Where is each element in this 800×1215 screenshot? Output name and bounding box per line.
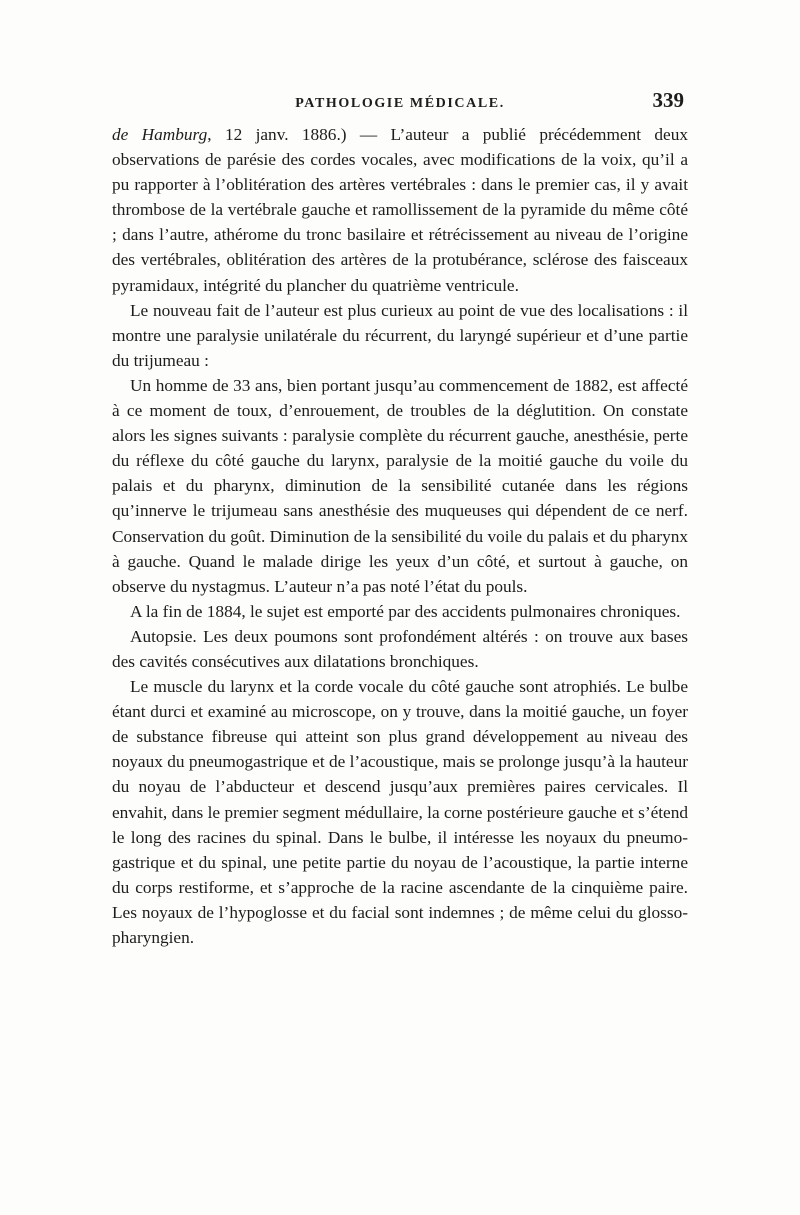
paragraph-2: Le nouveau fait de l’auteur est plus curieux au point de vue des localisations : il montre une paralysie unilatérale du récurrent, du laryngé supérieur et d’une partie du trijumeau :: [112, 300, 688, 370]
paragraph-1: [112, 122, 688, 298]
running-head: [112, 88, 688, 122]
running-title: PATHOLOGIE MÉDICALE.: [295, 96, 505, 111]
paragraph-1-text: , 12 janv. 1886.) — L’auteur a publié précédemment deux observations de parésie des cordes vocales, avec modifications de la voix, qu’il a pu rapporter à l’oblitération des artères vertébrales : dans le premier cas, il y avait thrombose de la vertébrale gauche et ramollissement de la pyramide du même côté ; dans l’autre, athérome du tronc basilaire et rétrécissement au niveau de l’origine des vertébrales, oblitération des artères de la protubérance, sclérose des faisceaux pyramidaux, intégrité du plancher du quatrième ventricule.: [112, 125, 688, 295]
paragraph-4: A la fin de 1884, le sujet est emporté par des accidents pulmonaires chroniques.: [130, 601, 681, 621]
paragraph-3: Un homme de 33 ans, bien portant jusqu’au commencement de 1882, est affecté à ce moment de toux, d’enrouement, de troubles de la déglutition. On constate alors les signes suivants : paralysie complète du récurrent gauche, anesthésie, perte du réflexe du côté gauche du larynx, paralysie de la moitié gauche du voile du palais et du pharynx, diminution de la sensibilité cutanée dans les régions qu’innerve le trijumeau sans anesthésie des muqueuses qui dépendent de ce nerf. Conservation du goût. Diminution de la sensibilité du voile du palais et du pharynx à gauche. Quand le malade dirige les yeux d’un côté, et surtout à gauche, on observe du nystagmus. L’auteur n’a pas noté l’état du pouls.: [112, 375, 688, 596]
citation-title: de Hamburg: [112, 125, 208, 144]
paragraph-6: Le muscle du larynx et la corde vocale du côté gauche sont atrophiés. Le bulbe étant durci et examiné au microscope, on y trouve, dans la moitié gauche, un foyer de substance fibreuse qui atteint son plus grand développement au niveau des noyaux du pneumogastrique et de l’acoustique, mais se prolonge jusqu’à la hauteur du noyau de l’abducteur et descend jusqu’aux premières paires cervicales. Il envahit, dans le premier segment médullaire, la corne postérieure gauche et s’étend le long des racines du spinal. Dans le bulbe, il intéresse les noyaux du pneumo-gastrique et du spinal, une petite partie du noyau de l’acoustique, la partie interne du corps restiforme, et s’approche de la racine ascendante de la cinquième paire. Les noyaux de l’hypoglosse et du facial sont indemnes ; de même celui du glosso-pharyngien.: [112, 677, 688, 947]
page-number: 339: [652, 88, 684, 112]
paragraph-5: Autopsie. Les deux poumons sont profondément altérés : on trouve aux bases des cavités consécutives aux dilatations bronchiques.: [112, 626, 688, 671]
book-page: [112, 88, 688, 950]
body-text: [112, 122, 688, 950]
